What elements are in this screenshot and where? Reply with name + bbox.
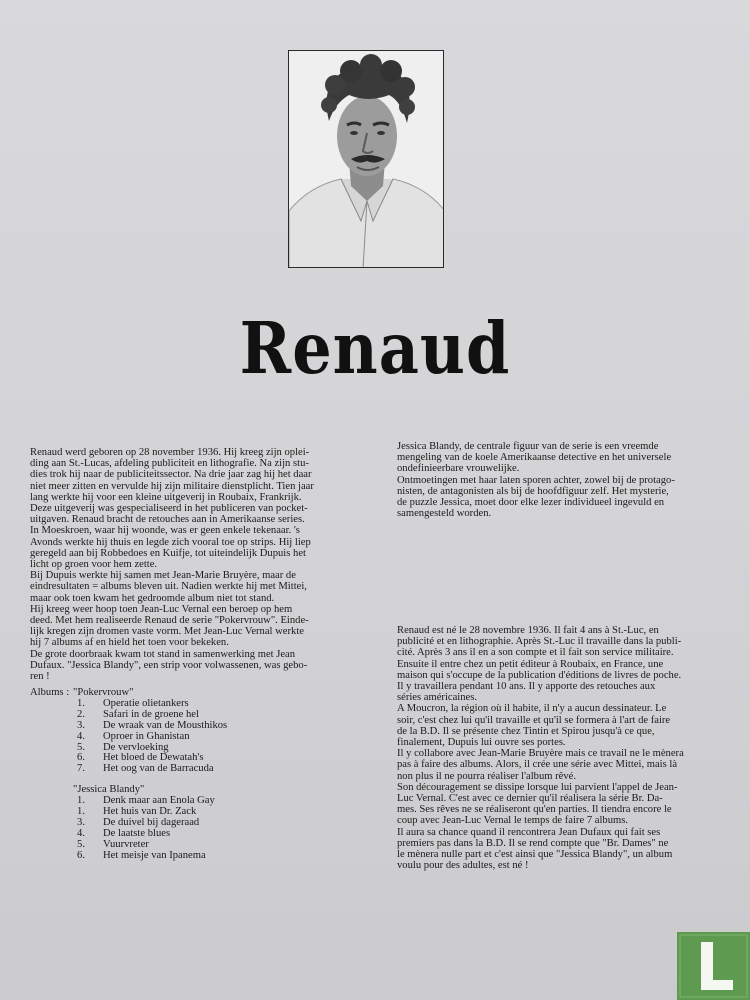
portrait-illustration — [289, 51, 444, 268]
watermark-l-logo — [677, 932, 750, 1000]
album-item: 5. De vervloeking — [77, 741, 169, 753]
album-item: 1. Denk maar aan Enola Gay — [77, 795, 215, 807]
biography-french-text: Renaud est né le 28 novembre 1936. Il fait 4 ans à St.-Luc, en publicité et en lithographie. Après St.-Luc il travaille dans la publi- cité. Après 3 ans il en a son compte et il fait son service militaire. Ensuite il entre chez un petit éditeur à Roubaix, en France, une maison qui s'occupe de la publication d'éditions de livres de poche. Il y travaillera pendant 10 ans. Il y apporte des retouches aux séries américaines. A Moucron, la région où il habite, il n'y a aucun dessinateur. Le soir, c'est chez lui qu'il travaille et qu'il se formera à l'art de faire de la B.D. Il se présente chez Tintin et Spirou jusqu'à ce que, finalement, Dupuis lui ouvre ses portes. Il y collabore avec Jean-Marie Bruyère mais ce travail ne le mènera pas à faire des albums. Alors, il crée une série avec Mittei, mais là non plus il ne pourra réaliser l'album rêvé. Son découragement se dissipe lorsque lui parvient l'appel de Jean- Luc Vernal. C'est avec ce dernier qu'il réalisera la série Br. Da- mes. Ses rêves ne se réaliseront qu'en parties. Il tiendra encore le coup avec Jean-Luc Vernal le temps de faire 7 albums. Il aura sa chance quand il rencontrera Jean Dufaux qui fait ses premiers pas dans la B.D. Il se rend compte que "Br. Dames" ne le mènera nulle part et c'est ainsi que "Jessica Blandy", un album voulu pour des adultes, est né ! — [397, 625, 684, 872]
album-item: 1. Het huis van Dr. Zack — [77, 806, 197, 818]
album-item: 3. De duivel bij dageraad — [77, 816, 200, 828]
biography-french — [397, 625, 717, 871]
jessica-blandy-text: Jessica Blandy, de centrale figuur van de serie is een vreemde mengeling van de koele Amerikaanse detective en het universele ondefinieerbare vrouwelijke. Ontmoetingen met haar laten sporen achter, zowel bij de protago- nisten, de antagonisten als bij de hoofdfiguur zelf. Het mysterie, de puzzle Jessica, moet door elke lezer individueel ingevuld en samengesteld worden. — [397, 441, 675, 520]
album-item: 6. Het meisje van Ipanema — [77, 849, 206, 861]
page-title: Renaud — [239, 306, 511, 391]
l-logo-icon — [677, 932, 750, 1000]
series-name: "Pokervrouw" — [73, 687, 134, 698]
album-series-jessica-blandy — [30, 785, 360, 861]
albums-list — [30, 688, 360, 862]
series-name: "Jessica Blandy" — [73, 784, 145, 796]
album-item: 4. De laatste blues — [77, 827, 171, 839]
albums-label: Albums : — [30, 687, 70, 698]
portrait-photo — [288, 50, 444, 268]
album-item: 6. Het bloed de Dewatah's — [77, 752, 204, 764]
album-item: 3. De wraak van de Mousthikos — [77, 719, 228, 731]
album-series-pokervrouw — [30, 688, 360, 775]
album-item: 7. Het oog van de Barracuda — [77, 763, 214, 775]
album-item: 1. Operatie olietankers — [77, 697, 189, 709]
album-item: 4. Oproer in Ghanistan — [77, 730, 190, 742]
biography-dutch — [30, 447, 362, 682]
biography-dutch-text: Renaud werd geboren op 28 november 1936. Hij kreeg zijn oplei- ding aan St.-Lucas, afdeling publiciteit en lithografie. Na zijn stu- dies trok hij naar de publiciteitssector. Na drie jaar zag hij het daar niet meer zitten en vervulde hij zijn militaire dienstplicht. Tien jaar lang werkte hij voor een kleine uitgeverij in Roubaix, Frankrijk. Deze uitgeverij was gespecialiseerd in het publiceren van pocket- uitgaven. Renaud bracht de retouches aan in Amerikaanse series. In Moeskroen, waar hij woonde, was er geen enkele tekenaar. 's Avonds werkte hij thuis en legde zich vooral toe op strips. Hij liep geregeld aan bij Robbedoes en Kuifje, tot uiteindelijk Dupuis het licht op groen voor hem zette. Bij Dupuis werkte hij samen met Jean-Marie Bruyère, maar de eindresultaten = albums bleven uit. Nadien werkte hij met Mittei, maar ook toen kwam het gedroomde album niet tot stand. Hij kreeg weer hoop toen Jean-Luc Vernal een beroep op hem deed. Met hem realiseerde Renaud de serie "Pokervrouw". Einde- lijk kregen zijn dromen vaste vorm. Met Jean-Luc Vernal werkte hij 7 albums af en hield het toen voor bekeken. De grote doorbraak kwam tot stand in samenwerking met Jean Dufaux. "Jessica Blandy", een strip voor volwassenen, was gebo- ren ! — [30, 447, 314, 683]
album-item: 2. Safari in de groene hel — [77, 708, 199, 720]
album-item: 5. Vuurvreter — [77, 838, 149, 850]
jessica-blandy-description — [397, 441, 717, 519]
